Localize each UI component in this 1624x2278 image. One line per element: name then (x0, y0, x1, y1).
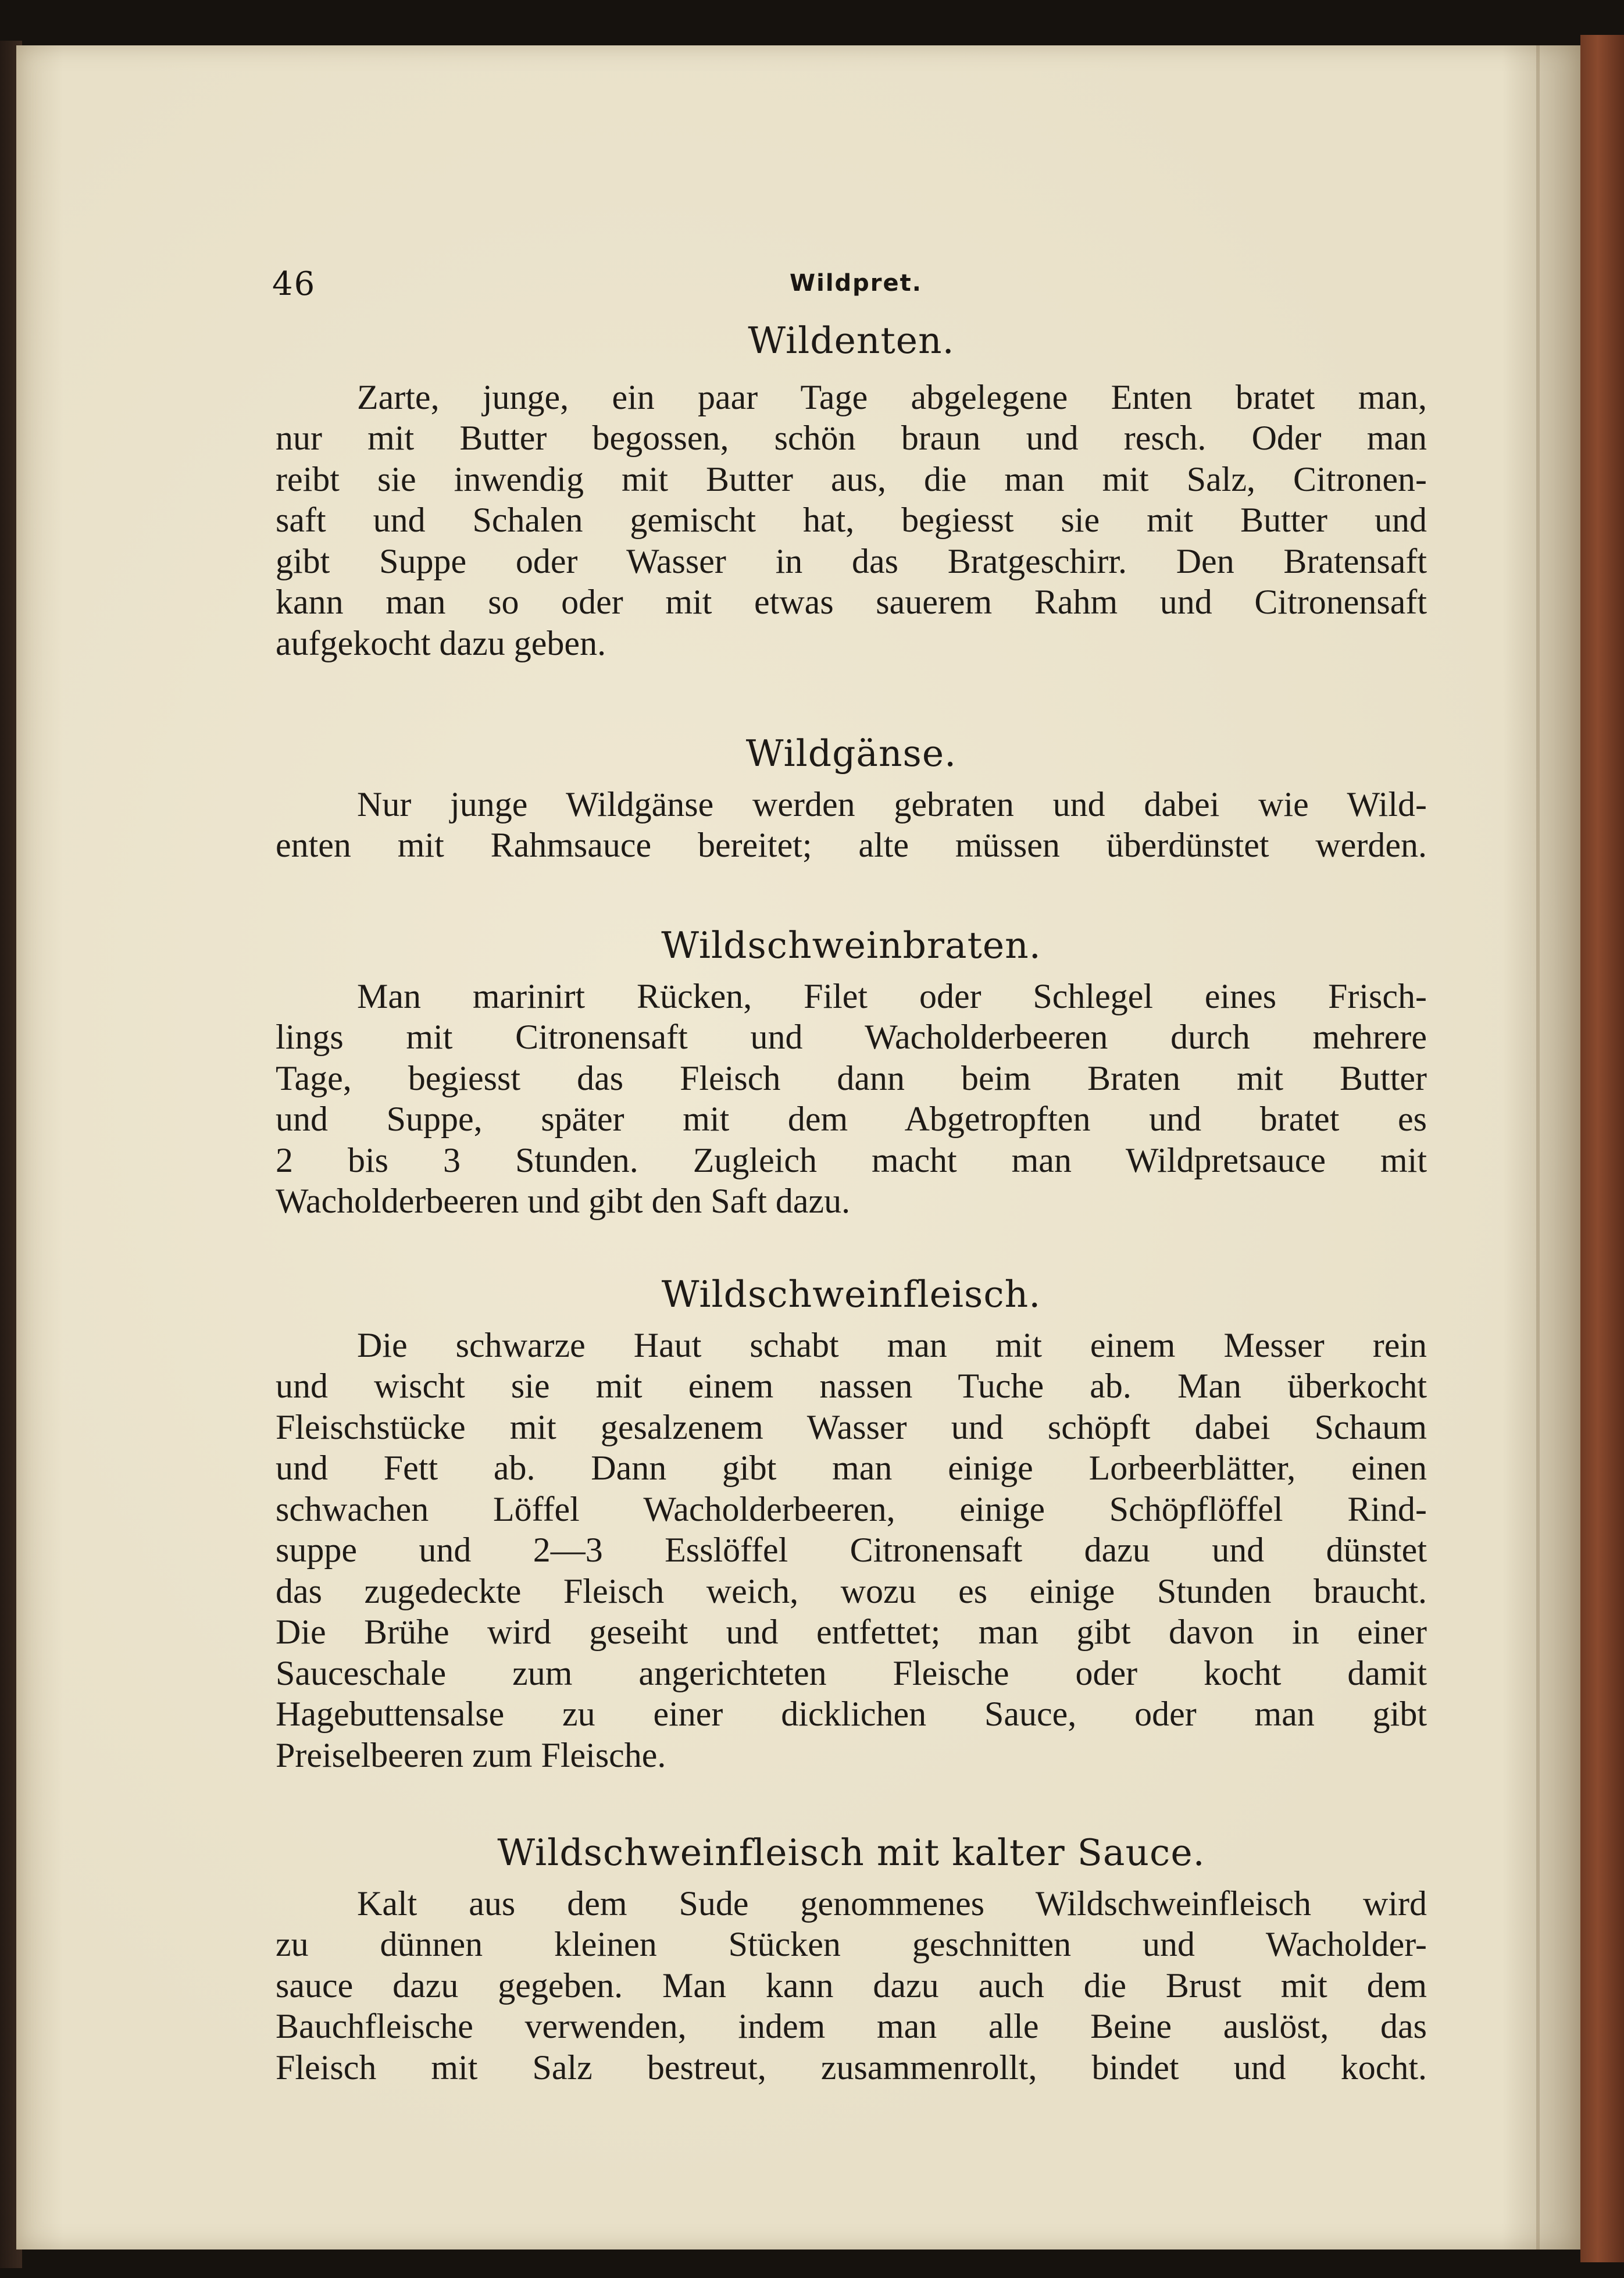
text-line: reibt sie inwendig mit Butter aus, die man mit Salz, Citronen- (276, 459, 1427, 498)
text-line: Man marinirt Rücken, Filet oder Schlegel eines Frisch- (357, 976, 1427, 1015)
section-heading: Wildschweinfleisch. (661, 1273, 1041, 1316)
paragraph (276, 784, 1427, 866)
text-line: aufgekocht dazu geben. (276, 623, 606, 662)
text-line: suppe und 2—3 Esslöffel Citronensaft dazu und dünstet (276, 1531, 1427, 1570)
text-line: Wacholderbeeren und gibt den Saft dazu. (276, 1182, 851, 1221)
page-number: 46 (272, 265, 316, 303)
text-line: Zarte, junge, ein paar Tage abgelegene Enten bratet man, (357, 377, 1427, 416)
text-line: Die Brühe wird geseiht und entfettet; man gibt davon in einer (276, 1613, 1427, 1652)
text-line: kann man so oder mit etwas sauerem Rahm und Citronensaft (276, 583, 1427, 622)
section-wildschweinfleisch-kalte-sauce (276, 1831, 1427, 2088)
text-line: Tage, begiesst das Fleisch dann beim Braten mit Butter (276, 1058, 1427, 1097)
paragraph (276, 1883, 1427, 2088)
text-line: und Suppe, später mit dem Abgetropften und bratet es (276, 1100, 1427, 1139)
text-line: und wischt sie mit einem nassen Tuche ab. Man überkocht (276, 1367, 1427, 1406)
text-line: 2 bis 3 Stunden. Zugleich macht man Wildpretsauce mit (276, 1140, 1427, 1179)
section-wildenten (276, 319, 1427, 664)
paragraph (276, 377, 1427, 664)
text-line: Fleischstücke mit gesalzenem Wasser und schöpft dabei Schaum (276, 1407, 1427, 1446)
section-heading: Wildgänse. (745, 732, 957, 775)
text-line: schwachen Löffel Wacholderbeeren, einige Schöpflöffel Rind- (276, 1489, 1427, 1528)
text-line: gibt Suppe oder Wasser in das Bratgeschirr. Den Bratensaft (276, 541, 1427, 580)
text-line: zu dünnen kleinen Stücken geschnitten und Wacholder- (276, 1925, 1427, 1964)
running-head (272, 265, 1435, 306)
text-line: enten mit Rahmsauce bereitet; alte müssen überdünstet werden. (276, 826, 1427, 865)
book-edge-right (1580, 35, 1624, 2262)
section-wildschweinfleisch (276, 1272, 1427, 1776)
book-page (16, 45, 1580, 2250)
page-fold-line (1536, 45, 1540, 2250)
text-line: sauce dazu gegeben. Man kann dazu auch die Brust mit dem (276, 1966, 1427, 2005)
section-heading: Wildschweinbraten. (661, 924, 1041, 967)
text-line: und Fett ab. Dann gibt man einige Lorbeerblätter, einen (276, 1449, 1427, 1488)
section-wildgaense (276, 732, 1427, 866)
text-line: saft und Schalen gemischt hat, begiesst sie mit Butter und (276, 501, 1427, 540)
section-wildschweinbraten (276, 924, 1427, 1222)
text-line: Preiselbeeren zum Fleische. (276, 1735, 666, 1774)
running-head-title: Wildpret. (790, 270, 922, 297)
text-line: Fleisch mit Salz bestreut, zusammenrollt, bindet und kocht. (276, 2048, 1427, 2087)
paragraph (276, 1325, 1427, 1776)
text-line: Kalt aus dem Sude genommenes Wildschweinfleisch wird (357, 1884, 1427, 1923)
paragraph (276, 976, 1427, 1222)
text-line: Hagebuttensalse zu einer dicklichen Sauce, oder man gibt (276, 1695, 1427, 1734)
text-line: Die schwarze Haut schabt man mit einem Messer rein (357, 1325, 1427, 1364)
text-line: lings mit Citronensaft und Wacholderbeeren durch mehrere (276, 1018, 1427, 1057)
text-line: Bauchfleische verwenden, indem man alle Beine auslöst, das (276, 2007, 1427, 2046)
text-line: nur mit Butter begossen, schön braun und resch. Oder man (276, 419, 1427, 458)
section-heading: Wildschweinfleisch mit kalter Sauce. (497, 1831, 1205, 1874)
text-line: Sauceschale zum angerichteten Fleische oder kocht damit (276, 1653, 1427, 1692)
text-line: Nur junge Wildgänse werden gebraten und dabei wie Wild- (357, 785, 1427, 823)
text-line: das zugedeckte Fleisch weich, wozu es einige Stunden braucht. (276, 1571, 1427, 1610)
section-heading: Wildenten. (748, 319, 955, 362)
